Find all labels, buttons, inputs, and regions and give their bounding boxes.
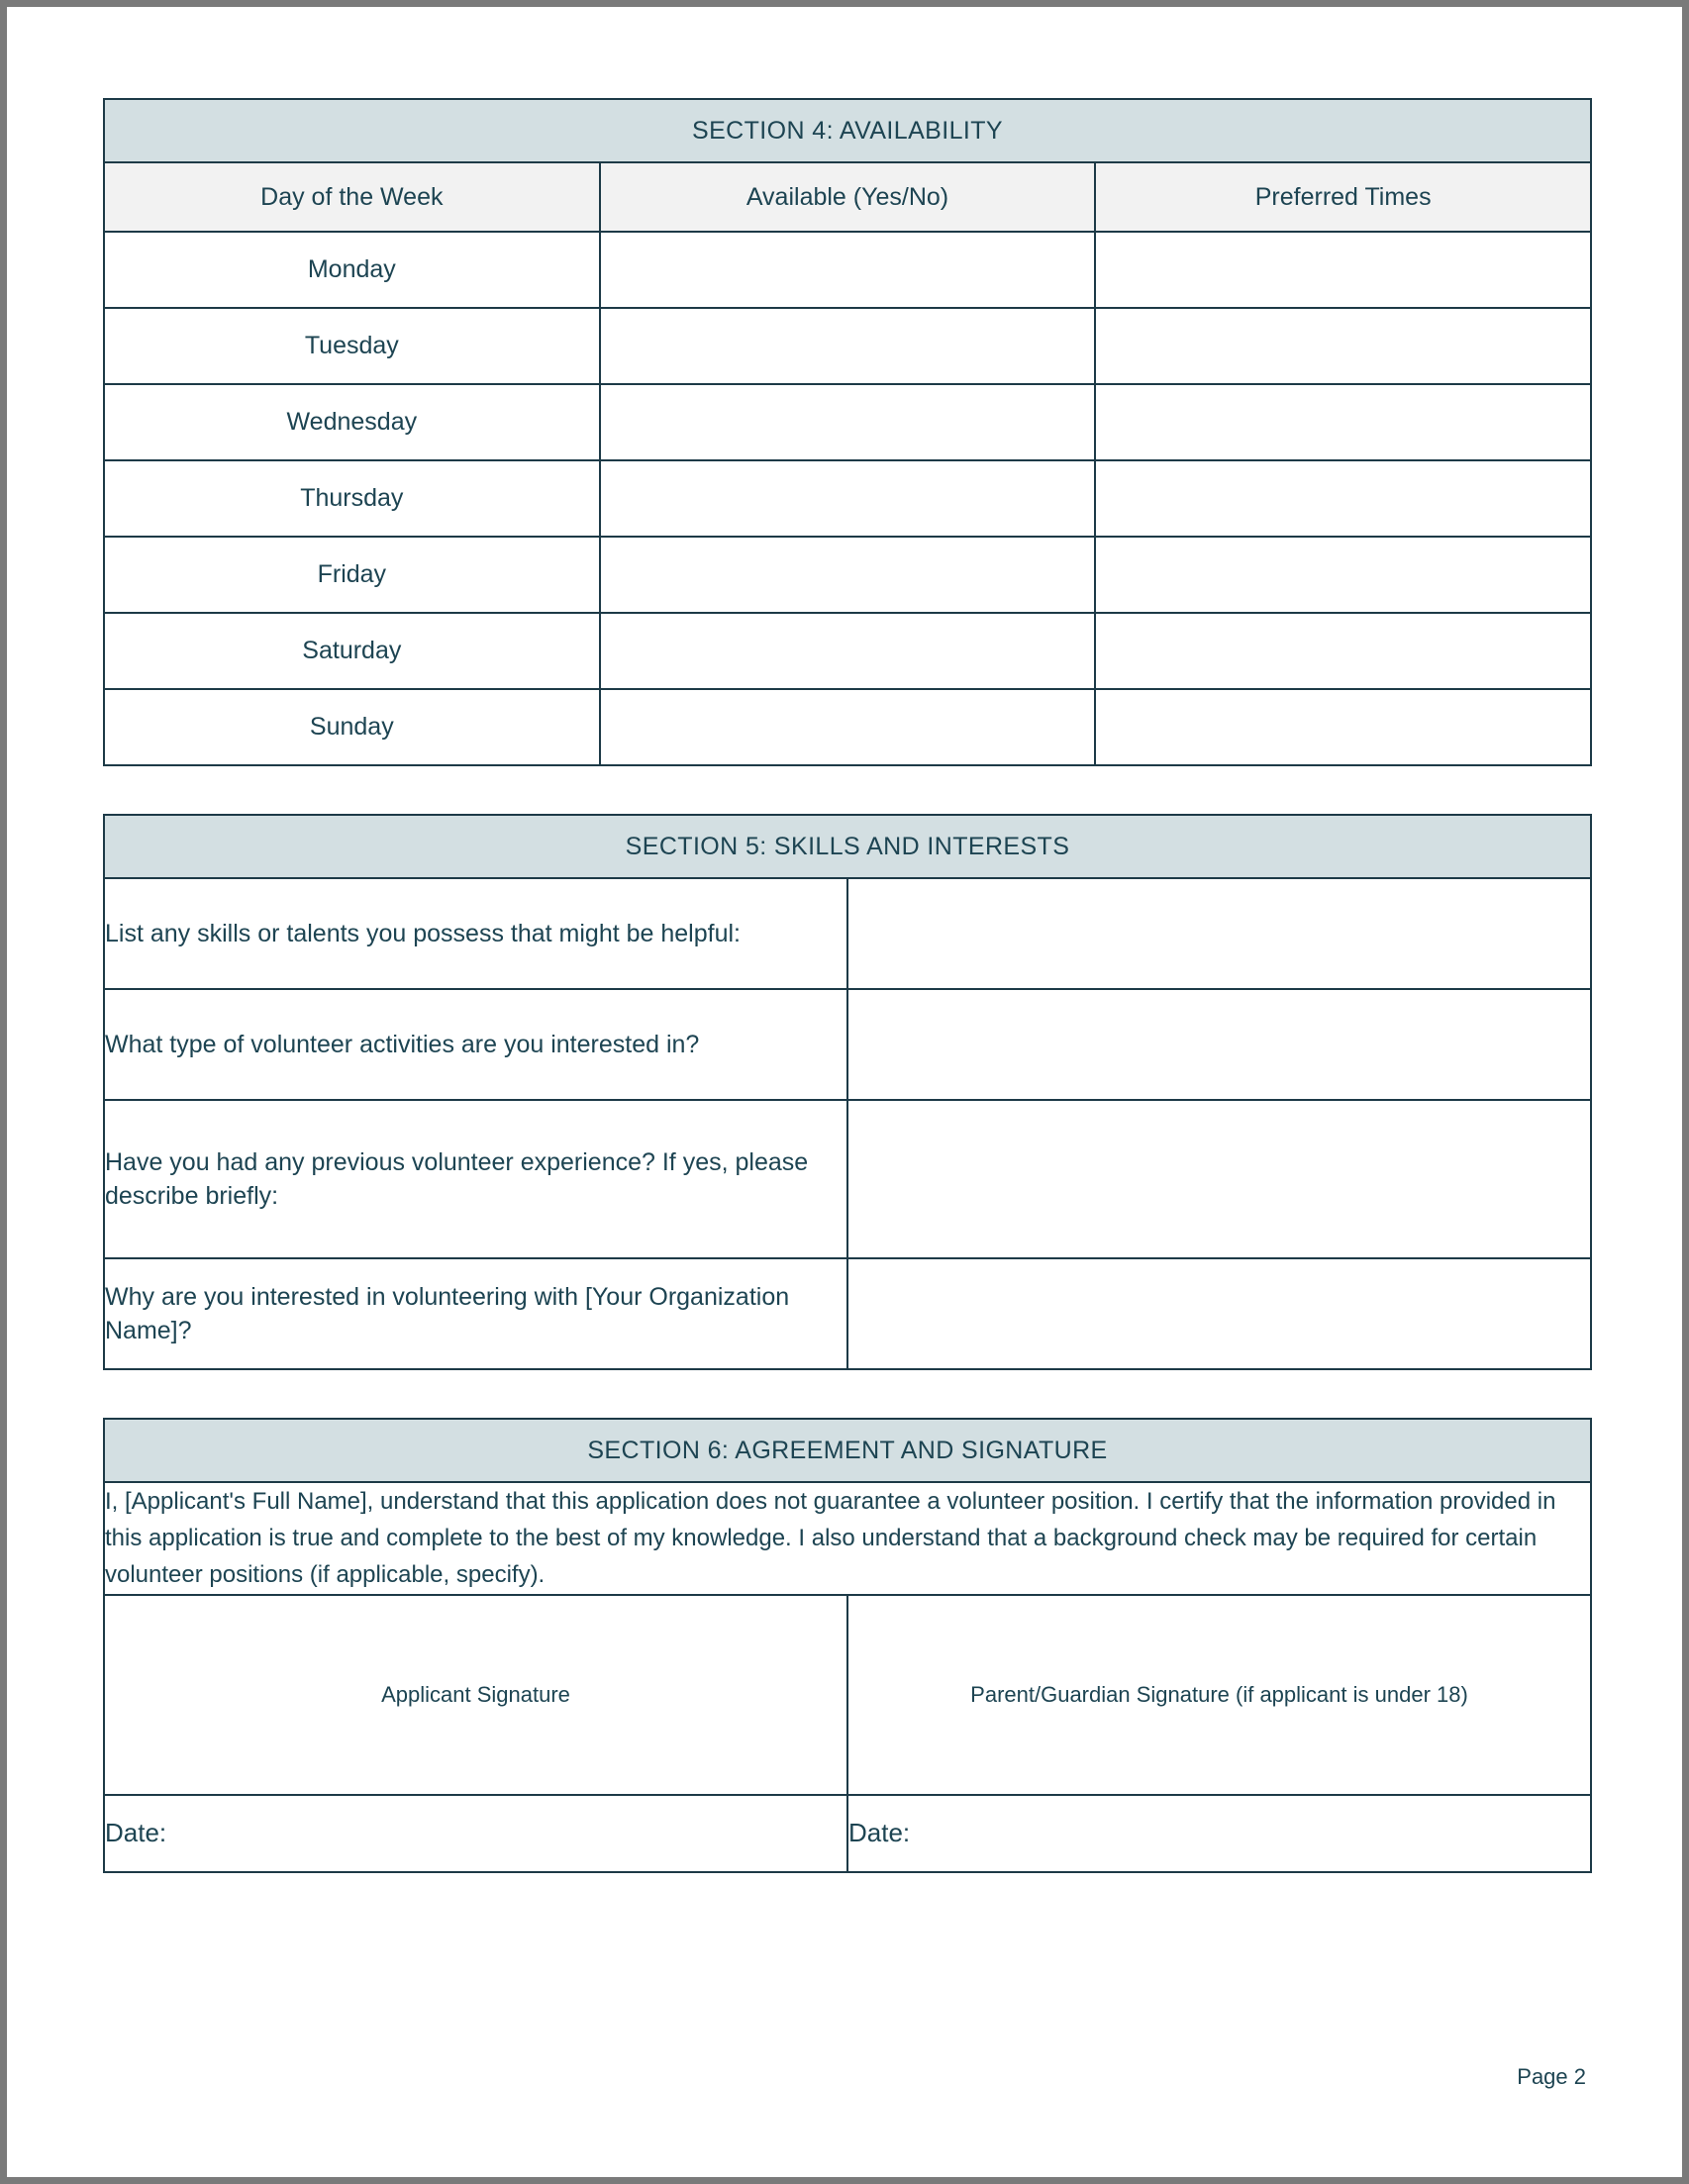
table-row	[104, 989, 1591, 1100]
question-label-skills: List any skills or talents you possess that might be helpful:	[104, 878, 847, 989]
applicant-signature-field[interactable]	[104, 1595, 847, 1795]
table-row	[104, 613, 1591, 689]
table-row	[104, 460, 1591, 537]
day-label-wednesday: Wednesday	[104, 384, 600, 460]
section-spacer	[103, 1370, 1586, 1418]
preferred-times-input-tuesday[interactable]	[1095, 308, 1591, 384]
table-row	[104, 1100, 1591, 1258]
day-label-sunday: Sunday	[104, 689, 600, 765]
availability-input-tuesday[interactable]	[600, 308, 1096, 384]
page-number-footer: Page 2	[1517, 2064, 1586, 2089]
table-row	[104, 232, 1591, 308]
day-label-tuesday: Tuesday	[104, 308, 600, 384]
page-content	[7, 7, 1682, 2177]
day-label-saturday: Saturday	[104, 613, 600, 689]
day-label-friday: Friday	[104, 537, 600, 613]
question-label-motivation: Why are you interested in volunteering with [Your Organization Name]?	[104, 1258, 847, 1369]
section-4-title: SECTION 4: AVAILABILITY	[104, 99, 1591, 162]
column-header-day-of-week: Day of the Week	[104, 162, 600, 232]
question-label-activity-type: What type of volunteer activities are you interested in?	[104, 989, 847, 1100]
preferred-times-input-wednesday[interactable]	[1095, 384, 1591, 460]
agreement-text-row	[104, 1482, 1591, 1595]
section-6-agreement-table	[103, 1418, 1592, 1873]
day-label-monday: Monday	[104, 232, 600, 308]
day-label-thursday: Thursday	[104, 460, 600, 537]
table-row	[104, 878, 1591, 989]
question-label-previous-experience: Have you had any previous volunteer experience? If yes, please describe briefly:	[104, 1100, 847, 1258]
availability-input-thursday[interactable]	[600, 460, 1096, 537]
availability-input-saturday[interactable]	[600, 613, 1096, 689]
applicant-date-label: Date:	[105, 1818, 167, 1848]
guardian-signature-label: Parent/Guardian Signature (if applicant is under 18)	[970, 1681, 1468, 1707]
guardian-date-field[interactable]	[847, 1795, 1591, 1872]
section-4-availability-table	[103, 98, 1592, 766]
preferred-times-input-friday[interactable]	[1095, 537, 1591, 613]
table-row	[104, 1258, 1591, 1369]
section-6-title: SECTION 6: AGREEMENT AND SIGNATURE	[104, 1419, 1591, 1482]
column-header-preferred-times: Preferred Times	[1095, 162, 1591, 232]
date-row	[104, 1795, 1591, 1872]
section-5-skills-table	[103, 814, 1592, 1370]
section-5-title: SECTION 5: SKILLS AND INTERESTS	[104, 815, 1591, 878]
availability-input-friday[interactable]	[600, 537, 1096, 613]
applicant-signature-label: Applicant Signature	[381, 1681, 570, 1707]
preferred-times-input-saturday[interactable]	[1095, 613, 1591, 689]
table-row	[104, 308, 1591, 384]
table-row	[104, 537, 1591, 613]
section-5-header-row	[104, 815, 1591, 878]
answer-input-skills[interactable]	[847, 878, 1591, 989]
section-4-header-row	[104, 99, 1591, 162]
answer-input-motivation[interactable]	[847, 1258, 1591, 1369]
section-4-column-header-row	[104, 162, 1591, 232]
preferred-times-input-monday[interactable]	[1095, 232, 1591, 308]
availability-input-wednesday[interactable]	[600, 384, 1096, 460]
section-spacer	[103, 766, 1586, 814]
answer-input-activity-type[interactable]	[847, 989, 1591, 1100]
guardian-signature-field[interactable]	[847, 1595, 1591, 1795]
preferred-times-input-thursday[interactable]	[1095, 460, 1591, 537]
table-row	[104, 384, 1591, 460]
signature-row	[104, 1595, 1591, 1795]
applicant-date-field[interactable]	[104, 1795, 847, 1872]
availability-input-monday[interactable]	[600, 232, 1096, 308]
availability-input-sunday[interactable]	[600, 689, 1096, 765]
preferred-times-input-sunday[interactable]	[1095, 689, 1591, 765]
agreement-statement: I, [Applicant's Full Name], understand that this application does not guarantee a volunteer position. I certify that the information provided in this application is true and complete to the best of my knowledge. I also understand that a background check may be required for certain volunteer positions (if applicable, specify).	[104, 1482, 1591, 1595]
section-6-header-row	[104, 1419, 1591, 1482]
guardian-date-label: Date:	[848, 1818, 911, 1848]
table-row	[104, 689, 1591, 765]
column-header-available: Available (Yes/No)	[600, 162, 1096, 232]
answer-input-previous-experience[interactable]	[847, 1100, 1591, 1258]
